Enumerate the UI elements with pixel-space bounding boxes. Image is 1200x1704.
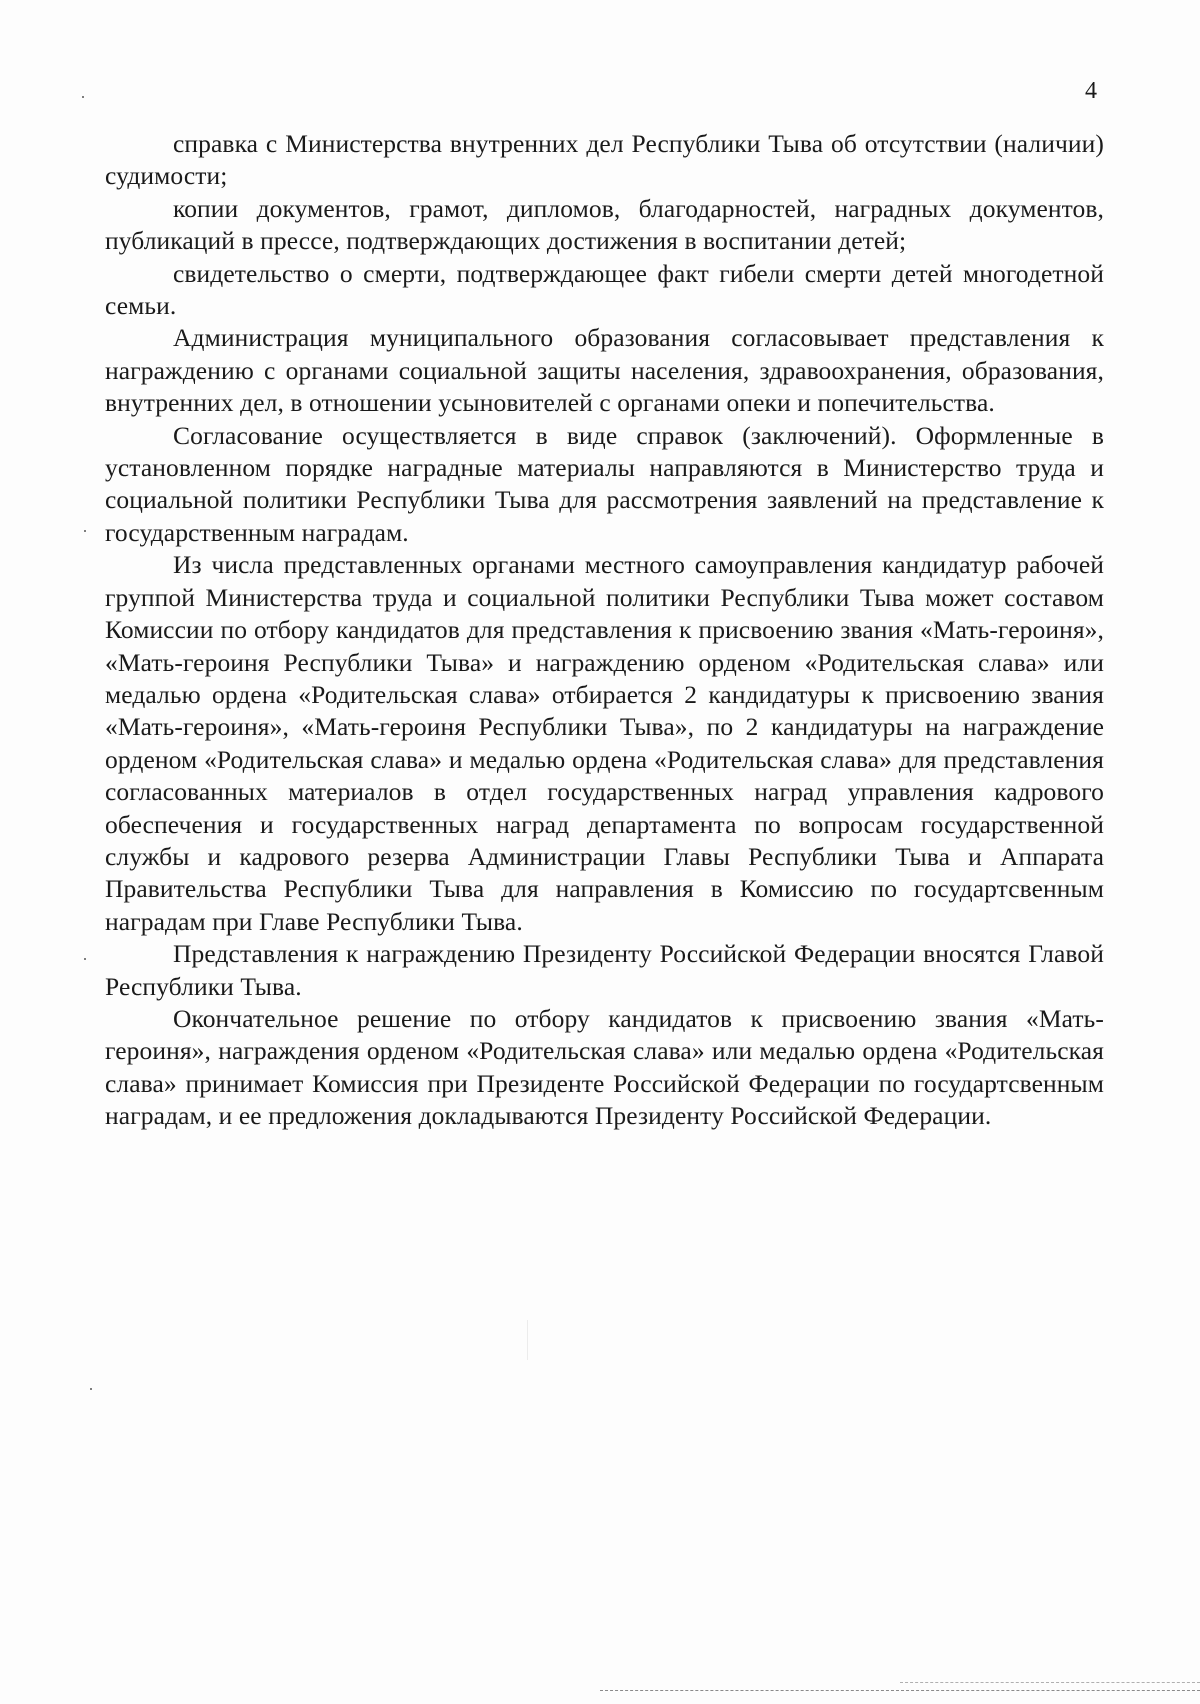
document-body: [105, 128, 1104, 1133]
page-number: 4: [1085, 78, 1097, 104]
scan-mark: [527, 1320, 528, 1360]
paragraph-final-decision: Окончательное решение по отбору кандидатов к присвоению звания «Мать-героиня», награждения орденом «Родительская слава» или медалью ордена «Родительская слава» принимает Комиссия при Президенте Российской Федерации по государтсвенным наградам, и ее предложения докладываются Президенту Российской Федерации.: [105, 1003, 1104, 1131]
paragraph-municipal-approval: Администрация муниципального образования согласовывает представления к награждению с органами социальной защиты населения, здравоохранения, образования, внутренних дел, в отношении усыновителей с органами опеки и попечительства.: [105, 323, 1104, 418]
scan-speck: [84, 958, 86, 960]
scan-speck: [82, 96, 84, 98]
scan-speck: [90, 1388, 92, 1390]
scan-edge-line: [900, 1682, 1200, 1683]
scan-edge-line: [600, 1690, 1200, 1691]
scan-speck: [84, 530, 86, 532]
paragraph-approval-process: Согласование осуществляется в виде справок (заключений). Оформленные в установленном порядке наградные материалы направляются в Министерство труда и социальной политики Республики Тыва для рассмотрения заявлений на представление к государственным наградам.: [105, 420, 1104, 547]
paragraph-death-certificate: свидетельство о смерти, подтверждающее факт гибели смерти детей многодетной семьи.: [105, 258, 1104, 321]
paragraph-conviction-certificate: справка с Министерства внутренних дел Республики Тыва об отсутствии (наличии) судимости;: [105, 129, 1104, 191]
paragraph-award-documents: копии документов, грамот, дипломов, благодарностей, наградных документов, публикаций в прессе, подтверждающих достижения в воспитании детей;: [105, 193, 1104, 256]
paragraph-submission: Представления к награждению Президенту Российской Федерации вносятся Главой Республики Тыва.: [105, 939, 1104, 1001]
paragraph-candidate-selection: Из числа представленных органами местного самоуправления кандидатур рабочей группой Министерства труда и социальной политики Республики Тыва может составом Комиссии по отбору кандидатов для представления к присвоению звания «Мать-героиня», «Мать-героиня Республики Тыва» и награждению орденом «Родительская слава» или медалью ордена «Родительская слава» отбирается 2 кандидатуры к присвоению звания «Мать-героиня», «Мать-героиня Республики Тыва», по 2 кандидатуры на награждение орденом «Родительская слава» и медалью ордена «Родительская слава» для представления согласованных материалов в отдел государственных наград управления кадрового обеспечения и государственных наград департамента по вопросам государственной службы и кадрового резерва Администрации Главы Республики Тыва и Аппарата Правительства Республики Тыва для направления в Комиссию по государтсвенным наградам при Главе Республики Тыва.: [105, 550, 1104, 936]
